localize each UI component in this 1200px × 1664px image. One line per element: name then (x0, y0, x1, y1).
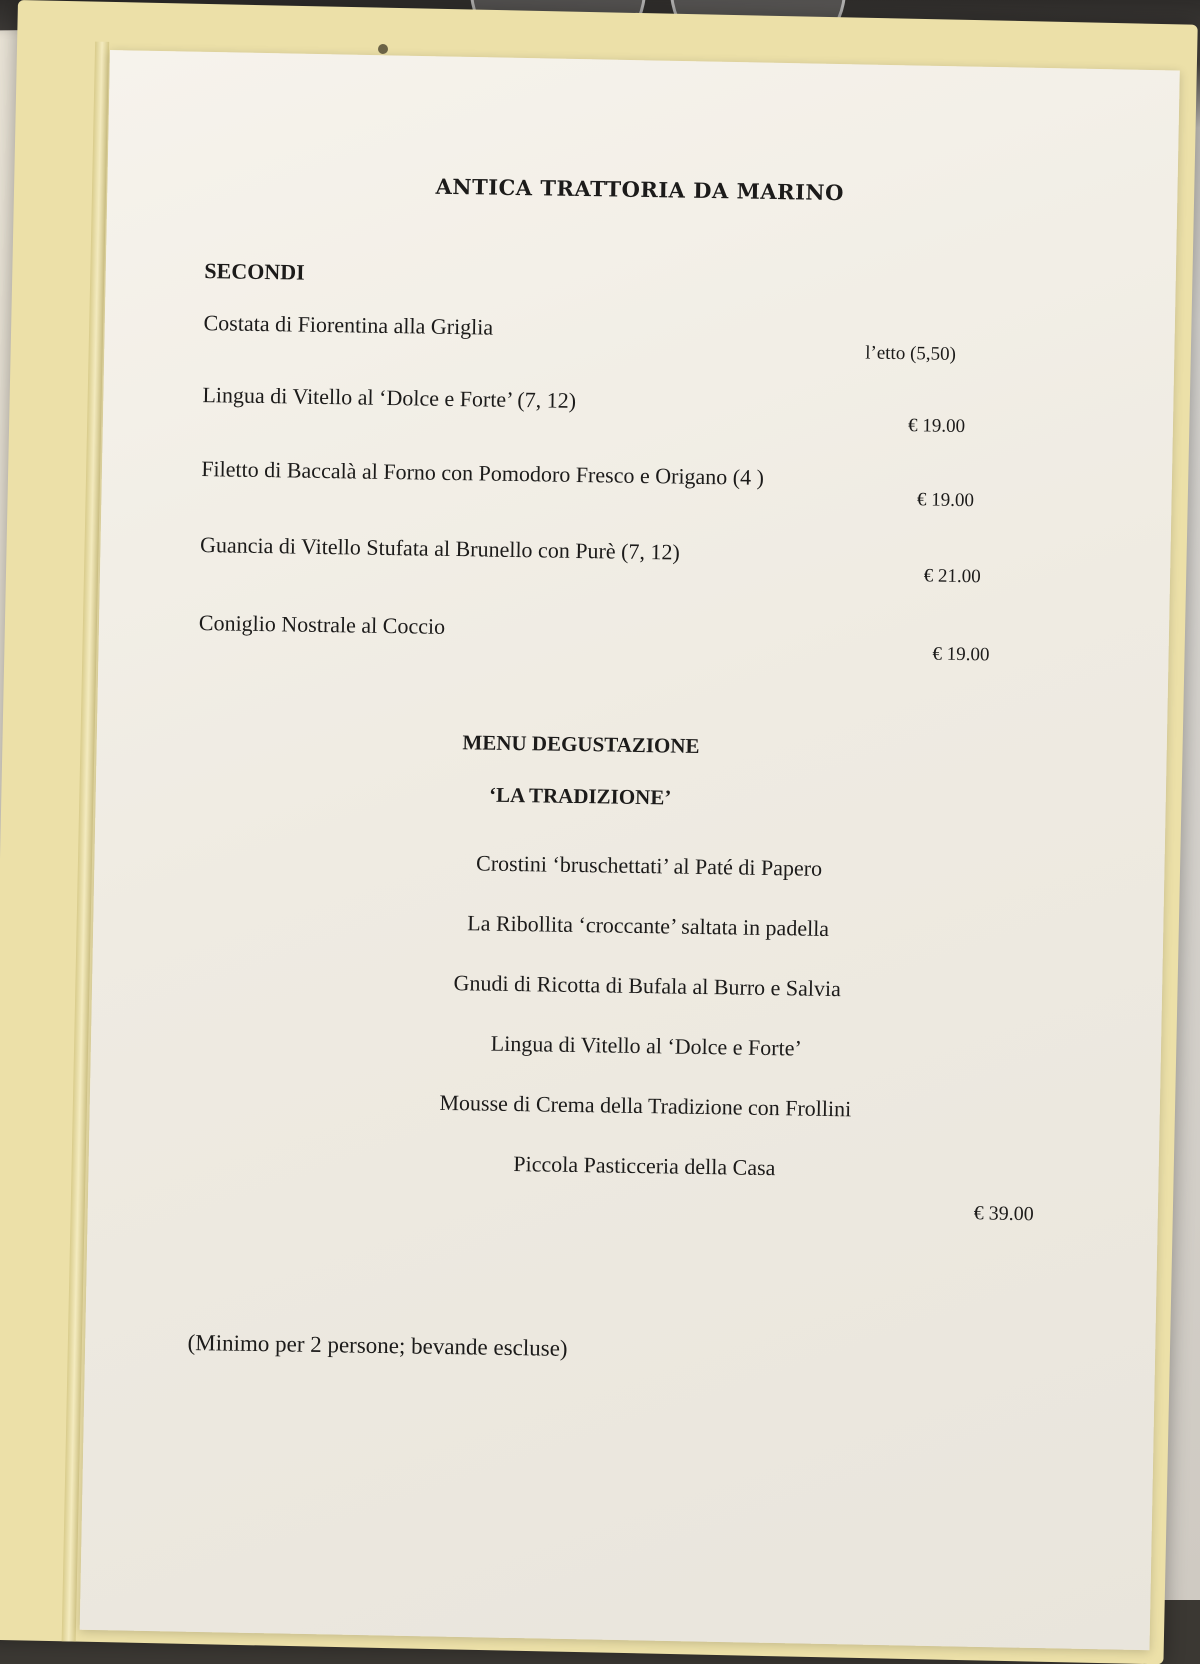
item-price: € 19.00 (916, 489, 975, 512)
tasting-menu-note: (Minimo per 2 persone; bevande escluse) (187, 1329, 568, 1361)
item-price: l’etto (5,50) (865, 342, 957, 365)
item-name: Guancia di Vitello Stufata al Brunello con Purè (7, 12) (199, 532, 680, 565)
tasting-course: La Ribollita ‘croccante’ saltata in padella (467, 910, 830, 941)
item-name: Filetto di Baccalà al Forno con Pomodoro Fresco e Origano (4 ) (201, 456, 765, 490)
menu-item (197, 310, 1058, 384)
tasting-menu-subtitle: ‘LA TRADIZIONE’ (488, 782, 672, 810)
section-title-secondi: SECONDI (204, 258, 305, 285)
menu-content (180, 170, 1060, 1433)
tasting-menu-price: € 39.00 (973, 1202, 1034, 1226)
tasting-menu-title: MENU DEGUSTAZIONE (462, 730, 700, 758)
item-name: Costata di Fiorentina alla Griglia (203, 310, 494, 340)
tasting-course: Lingua di Vitello al ‘Dolce e Forte’ (490, 1030, 803, 1061)
tasting-course: Gnudi di Ricotta di Bufala al Burro e Salvia (453, 970, 842, 1002)
restaurant-name: ANTICA TRATTORIA DA MARINO (435, 173, 845, 206)
item-price: € 19.00 (907, 415, 966, 438)
item-price: € 21.00 (923, 565, 981, 588)
menu-item (193, 532, 1054, 606)
item-price: € 19.00 (932, 643, 990, 666)
staple (378, 44, 388, 54)
item-name: Lingua di Vitello al ‘Dolce e Forte’ (7, 12) (202, 382, 577, 413)
menu-item (192, 610, 1053, 684)
tasting-course: Crostini ‘bruschettati’ al Paté di Papero (475, 850, 823, 881)
tasting-course: Piccola Pasticceria della Casa (513, 1151, 776, 1181)
menu-item (195, 456, 1056, 530)
menu-item (196, 382, 1057, 456)
item-name: Coniglio Nostrale al Coccio (198, 610, 446, 639)
tasting-course: Mousse di Crema della Tradizione con Frollini (439, 1089, 852, 1122)
